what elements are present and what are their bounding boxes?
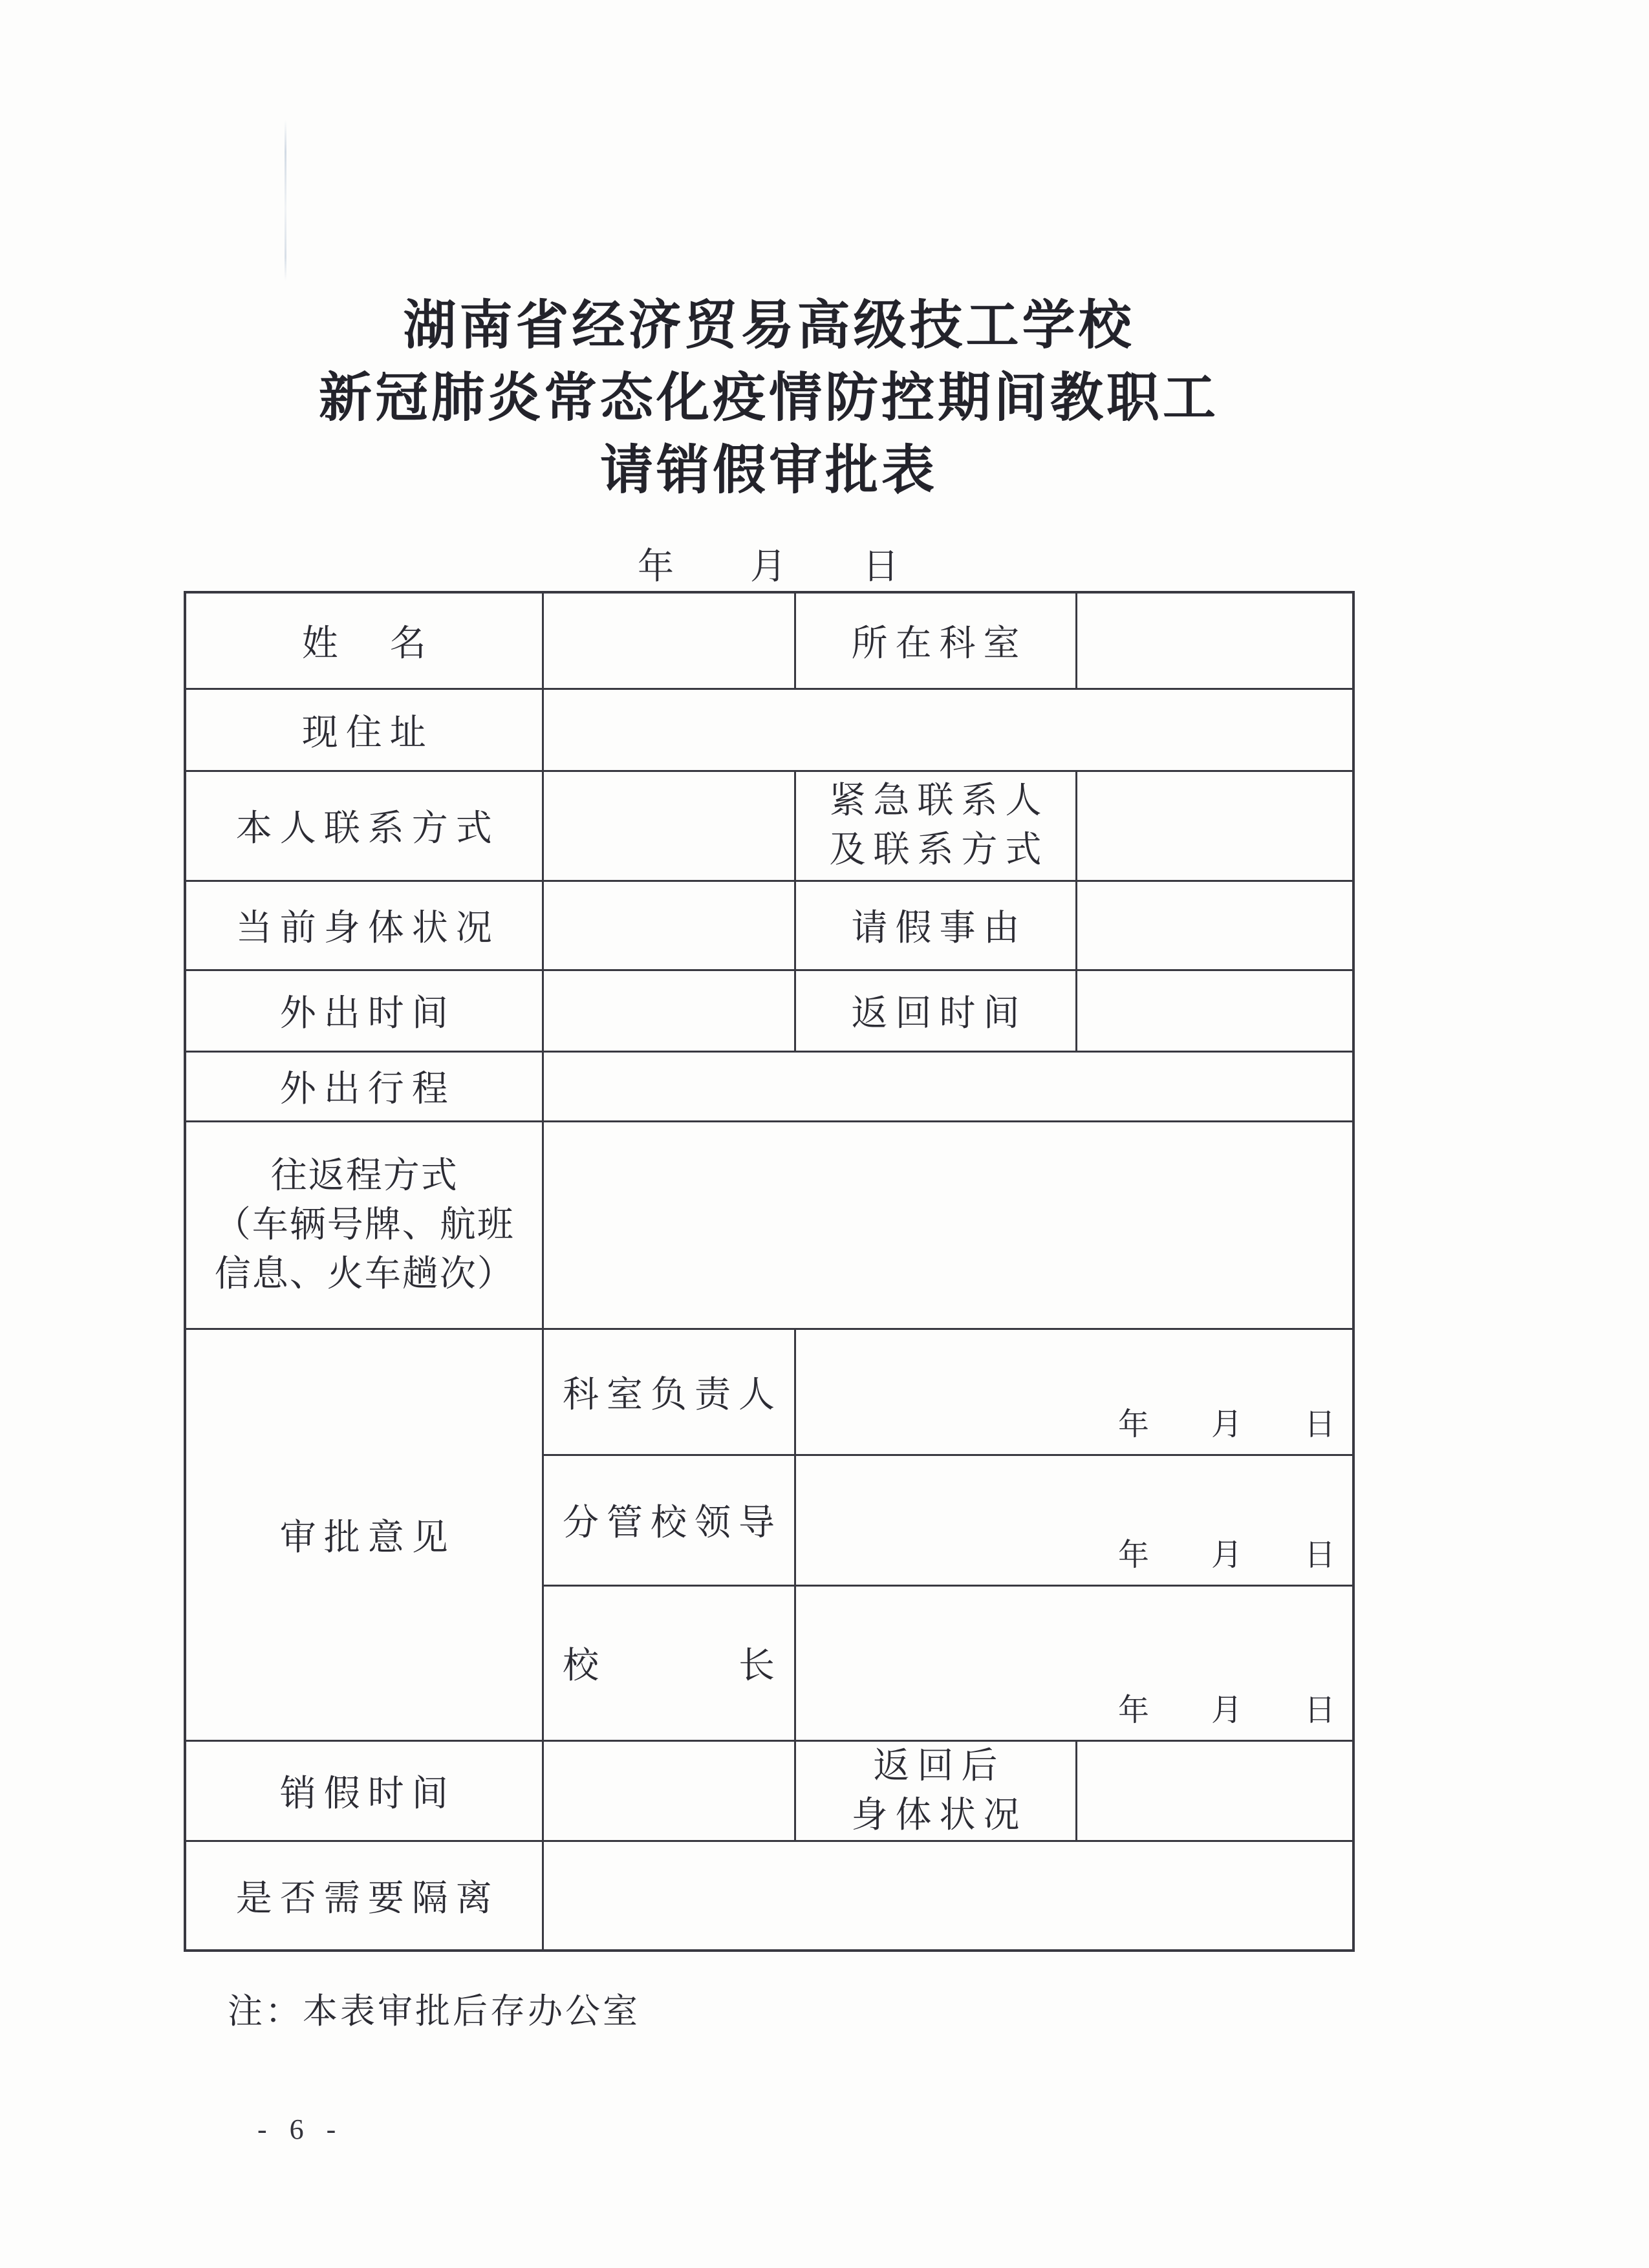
row-name-department <box>185 592 1353 689</box>
row-itinerary <box>185 1051 1353 1121</box>
row-transport <box>185 1121 1353 1329</box>
leave-cancellation-label-cell: 销假时间 <box>185 1740 543 1841</box>
emergency-contact-label-cell <box>795 771 1076 881</box>
address-label-cell: 现住址 <box>185 689 543 771</box>
form-title <box>184 290 1354 507</box>
vice-principal-signature-cell: 年 月 日 <box>795 1455 1353 1585</box>
emergency-contact-value-cell <box>1076 771 1353 881</box>
dept-head-signature-cell: 年 月 日 <box>795 1329 1353 1455</box>
row-address <box>185 689 1353 771</box>
principal-signature-cell: 年 月 日 <box>795 1585 1353 1740</box>
health-status-value-cell <box>543 881 795 970</box>
leave-reason-label-cell: 请假事由 <box>795 881 1076 970</box>
address-value-cell <box>543 689 1353 771</box>
scan-artifact-line <box>285 120 286 281</box>
transport-label-line2: （车辆号牌、航班 <box>214 1204 515 1245</box>
form-title-line1: 湖南省经济贸易高级技工学校 <box>403 296 1135 355</box>
transport-label-line3: 信息、火车趟次） <box>214 1254 515 1294</box>
transport-label-cell <box>185 1121 543 1329</box>
post-return-health-value-cell <box>1076 1740 1353 1841</box>
row-health-reason <box>185 881 1353 970</box>
self-contact-value-cell <box>543 771 795 881</box>
health-status-label-cell: 当前身体状况 <box>185 881 543 970</box>
row-leave-cancellation <box>185 1740 1353 1841</box>
leave-approval-table <box>184 591 1355 1952</box>
post-return-health-label-line1: 返回后 <box>873 1746 1006 1786</box>
form-title-line3: 请销假审批表 <box>599 441 938 500</box>
self-contact-label-cell: 本人联系方式 <box>185 771 543 881</box>
page-number: - 6 - <box>257 2113 344 2145</box>
post-return-health-label-cell <box>795 1740 1076 1841</box>
emergency-contact-label-line1: 紧急联系人 <box>829 781 1050 821</box>
name-label-cell: 姓 名 <box>185 592 543 689</box>
itinerary-label-cell: 外出行程 <box>185 1051 543 1121</box>
emergency-contact-label-line2: 及联系方式 <box>829 830 1050 870</box>
quarantine-label-cell: 是否需要隔离 <box>185 1841 543 1951</box>
footer-note: 注：本表审批后存办公室 <box>228 1992 640 2031</box>
transport-value-cell <box>543 1121 1353 1329</box>
leave-reason-value-cell <box>1076 881 1353 970</box>
return-time-value-cell <box>1076 970 1353 1051</box>
leave-cancellation-value-cell <box>543 1740 795 1841</box>
post-return-health-label-line2: 身体状况 <box>851 1795 1028 1835</box>
row-approval-dept-head <box>185 1329 1353 1455</box>
quarantine-value-cell <box>543 1841 1353 1951</box>
department-value-cell <box>1076 592 1353 689</box>
row-times <box>185 970 1353 1051</box>
row-contacts <box>185 771 1353 881</box>
departure-time-label-cell: 外出时间 <box>185 970 543 1051</box>
approval-section-label-cell: 审批意见 <box>185 1329 543 1740</box>
department-label-cell: 所在科室 <box>795 592 1076 689</box>
departure-time-value-cell <box>543 970 795 1051</box>
dept-head-label-cell: 科室负责人 <box>543 1329 795 1455</box>
transport-label-line1: 往返程方式 <box>270 1155 458 1196</box>
principal-label-cell: 校 长 <box>543 1585 795 1740</box>
row-quarantine <box>185 1841 1353 1951</box>
itinerary-value-cell <box>543 1051 1353 1121</box>
return-time-label-cell: 返回时间 <box>795 970 1076 1051</box>
vice-principal-label-cell: 分管校领导 <box>543 1455 795 1585</box>
form-date-line: 年 月 日 <box>638 547 900 587</box>
name-value-cell <box>543 592 795 689</box>
form-title-line2: 新冠肺炎常态化疫情防控期间教职工 <box>318 369 1219 427</box>
